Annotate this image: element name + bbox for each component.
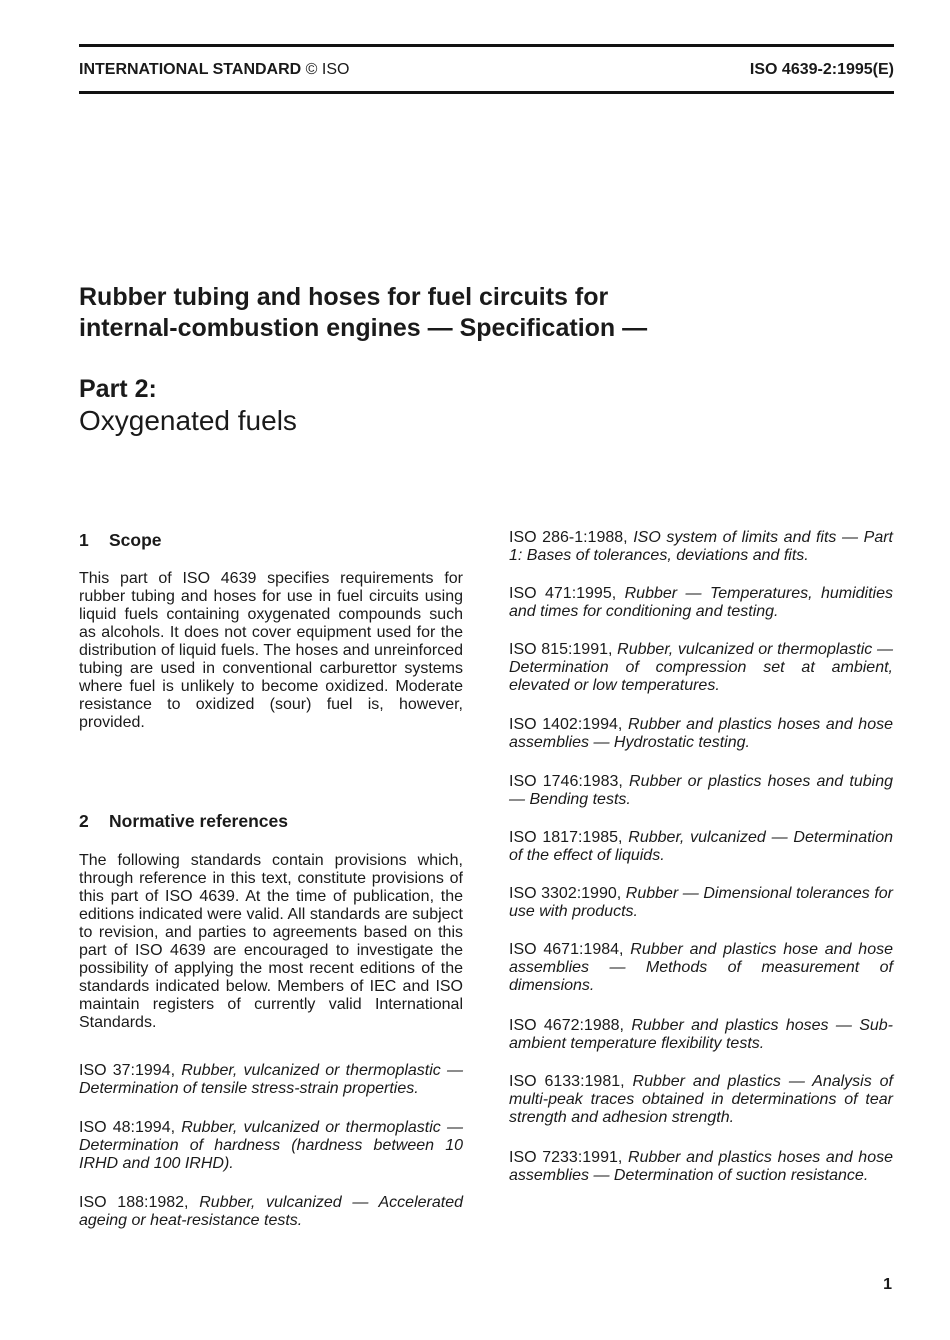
reference-title: Rubber or plastics hoses and tubing — Bending tests. (509, 773, 893, 808)
title-line-1: Rubber tubing and hoses for fuel circuits for (79, 283, 609, 311)
reference-code: ISO 6133:1981, (509, 1073, 625, 1090)
reference-code: ISO 815:1991, (509, 641, 613, 658)
reference-item (509, 716, 893, 752)
reference-item (509, 529, 893, 565)
section-heading-scope (79, 530, 162, 551)
reference-code: ISO 1817:1985, (509, 829, 623, 846)
reference-code: ISO 286-1:1988, (509, 529, 628, 546)
reference-item (509, 829, 893, 865)
section-title: Scope (109, 530, 162, 550)
reference-title: Rubber and plastics hose and hose assemblies — Methods of measurement of dimensions. (509, 941, 893, 994)
document-title (79, 282, 879, 344)
reference-code: ISO 4671:1984, (509, 941, 624, 958)
reference-code: ISO 3302:1990, (509, 885, 622, 902)
header-top-rule (79, 44, 894, 47)
reference-title: Rubber and plastics hoses and hose assemblies — Determination of suction resistance. (509, 1149, 894, 1184)
reference-item (509, 641, 893, 695)
section-title: Normative references (109, 811, 288, 831)
reference-item (79, 1119, 463, 1173)
reference-code: ISO 4672:1988, (509, 1017, 624, 1034)
reference-code: ISO 37:1994, (79, 1062, 176, 1079)
reference-item (509, 1073, 893, 1127)
reference-item (509, 885, 893, 921)
reference-title: Rubber — Dimensional tolerances for use with products. (509, 885, 893, 920)
reference-item (509, 941, 893, 995)
reference-title: Rubber, vulcanized or thermoplastic — Determination of hardness (hardness between 10 IRHD and 100 IRHD). (79, 1119, 463, 1172)
scope-paragraph: This part of ISO 4639 specifies requirements for rubber tubing and hoses for use in fuel circuits using liquid fuels containing oxygenated compounds such as alcohols. It does not cover equipment used for the distribution of liquid fuels. The hoses and unreinforced tubing are used in conventional carburettor systems where fuel is unlikely to become oxidized. Moderate resistance to oxidized (sour) fuel is, however, provided. (79, 570, 463, 731)
section-number: 1 (79, 530, 89, 550)
reference-item (509, 585, 893, 621)
header-copyright: © ISO (305, 61, 350, 78)
reference-title: Rubber, vulcanized or thermoplastic — Determination of compression set at ambient, elevated or low temperatures. (509, 641, 894, 694)
reference-code: ISO 188:1982, (79, 1194, 189, 1211)
title-line-2: internal-combustion engines — Specification — (79, 314, 648, 342)
reference-title: Rubber, vulcanized or thermoplastic — Determination of tensile stress-strain properties. (79, 1062, 463, 1097)
reference-title: ISO system of limits and fits — Part 1: Bases of tolerances, deviations and fits. (509, 529, 894, 564)
reference-item (509, 1149, 893, 1185)
header-bottom-rule (79, 91, 894, 94)
section-number: 2 (79, 811, 89, 831)
reference-title: Rubber, vulcanized — Determination of the effect of liquids. (509, 829, 893, 864)
reference-item (79, 1062, 463, 1098)
reference-item (509, 773, 893, 809)
reference-title: Rubber and plastics hoses and hose assemblies — Hydrostatic testing. (509, 716, 894, 751)
reference-code: ISO 1402:1994, (509, 716, 623, 733)
reference-title: Rubber and plastics — Analysis of multi-peak traces obtained in determinations of tear strength and adhesion strength. (509, 1073, 894, 1126)
reference-code: ISO 48:1994, (79, 1119, 176, 1136)
section-heading-normative-references (79, 811, 288, 832)
normative-references-paragraph: The following standards contain provisions which, through reference in this text, constitute provisions of this part of ISO 4639. At the time of publication, the editions indicated were valid. All standards are subject to revision, and parties to agreements based on this part of ISO 4639 are encouraged to investigate the possibility of applying the most recent editions of the standards indicated below. Members of IEC and ISO maintain registers of currently valid International Standards. (79, 852, 463, 1031)
reference-title: Rubber and plastics hoses — Sub-ambient temperature flexibility tests. (509, 1017, 894, 1052)
reference-code: ISO 7233:1991, (509, 1149, 623, 1166)
reference-item (79, 1194, 463, 1230)
reference-code: ISO 471:1995, (509, 585, 617, 602)
header-document-number: ISO 4639-2:1995(E) (749, 61, 894, 78)
header-standard-label (79, 61, 349, 79)
page-number: 1 (883, 1276, 892, 1293)
header-standard-type: INTERNATIONAL STANDARD (79, 61, 302, 78)
reference-item (509, 1017, 893, 1053)
reference-title: Rubber — Temperatures, humidities and times for conditioning and testing. (509, 585, 894, 620)
reference-title: Rubber, vulcanized — Accelerated ageing or heat-resistance tests. (79, 1194, 463, 1229)
reference-code: ISO 1746:1983, (509, 773, 623, 790)
part-subtitle: Oxygenated fuels (79, 405, 297, 436)
part-label: Part 2: (79, 375, 157, 403)
